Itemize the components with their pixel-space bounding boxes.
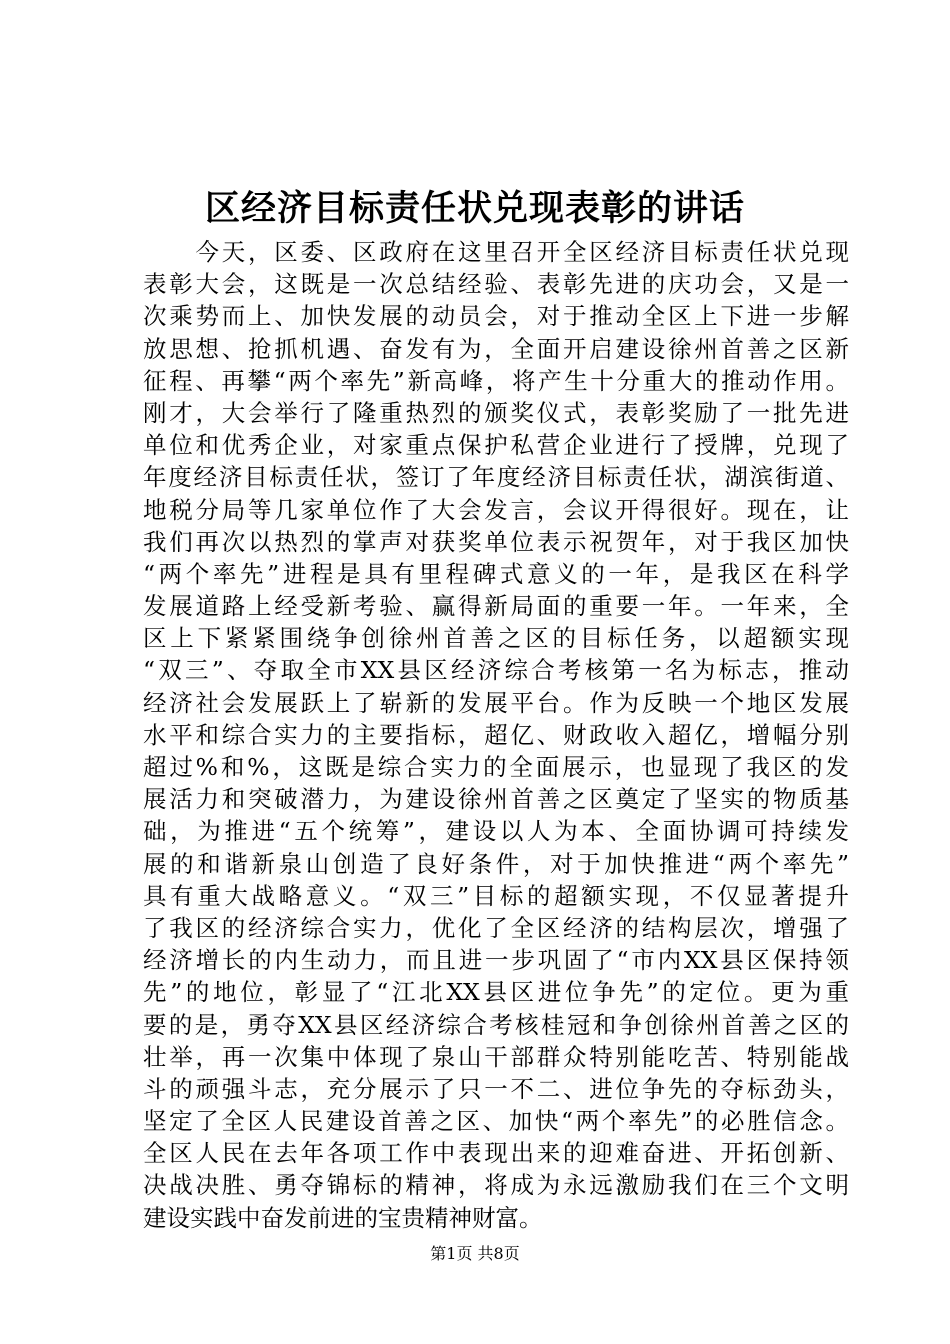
body-line: 础，为推进“五个统筹”，建设以人为本、全面协调可持续发 bbox=[143, 817, 849, 846]
body-line: 地税分局等几家单位作了大会发言，会议开得很好。现在，让 bbox=[143, 495, 849, 524]
body-line: 放思想、抢抓机遇、奋发有为，全面开启建设徐州首善之区新 bbox=[143, 334, 849, 363]
body-line: 了我区的经济综合实力，优化了全区经济的结构层次，增强了 bbox=[143, 913, 849, 942]
body-line: 我们再次以热烈的掌声对获奖单位表示祝贺年，对于我区加快 bbox=[143, 527, 849, 556]
body-line: 先”的地位，彰显了“江北XX县区进位争先”的定位。更为重 bbox=[143, 978, 849, 1007]
body-line: 今天，区委、区政府在这里召开全区经济目标责任状兑现 bbox=[143, 238, 849, 266]
body-line: 表彰大会，这既是一次总结经验、表彰先进的庆功会，又是一 bbox=[143, 270, 849, 299]
body-line: “两个率先”进程是具有里程碑式意义的一年，是我区在科学 bbox=[143, 559, 849, 588]
document-body bbox=[143, 236, 849, 1234]
body-line: 经济社会发展跃上了崭新的发展平台。作为反映一个地区发展 bbox=[143, 688, 849, 717]
body-line: 展的和谐新泉山创造了良好条件，对于加快推进“两个率先” bbox=[143, 849, 849, 878]
body-line: 具有重大战略意义。“双三”目标的超额实现，不仅显著提升 bbox=[143, 881, 849, 910]
body-line: 壮举，再一次集中体现了泉山干部群众特别能吃苦、特别能战 bbox=[143, 1042, 849, 1071]
document-title: 区经济目标责任状兑现表彰的讲话 bbox=[204, 188, 745, 229]
body-line: 经济增长的内生动力，而且进一步巩固了“市内XX县区保持领 bbox=[143, 946, 849, 975]
body-line: 区上下紧紧围绕争创徐州首善之区的目标任务，以超额实现 bbox=[143, 624, 849, 653]
body-line: 建设实践中奋发前进的宝贵精神财富。 bbox=[143, 1203, 543, 1232]
body-line: 坚定了全区人民建设首善之区、加快“两个率先”的必胜信念。 bbox=[143, 1107, 849, 1136]
body-line: 要的是，勇夺XX县区经济综合考核桂冠和争创徐州首善之区的 bbox=[143, 1010, 849, 1039]
body-line: 展活力和突破潜力，为建设徐州首善之区奠定了坚实的物质基 bbox=[143, 785, 849, 814]
body-line: 水平和综合实力的主要指标，超亿、财政收入超亿，增幅分别 bbox=[143, 720, 849, 749]
body-line: 斗的顽强斗志，充分展示了只一不二、进位争先的夺标劲头， bbox=[143, 1074, 849, 1103]
page-footer: 第1页 共8页 bbox=[430, 1244, 520, 1263]
body-line: 决战决胜、勇夺锦标的精神，将成为永远激励我们在三个文明 bbox=[143, 1171, 849, 1200]
body-line: 超过%和%，这既是综合实力的全面展示，也显现了我区的发 bbox=[143, 753, 849, 781]
body-line: 全区人民在去年各项工作中表现出来的迎难奋进、开拓创新、 bbox=[143, 1139, 849, 1168]
body-line: 刚才，大会举行了隆重热烈的颁奖仪式，表彰奖励了一批先进 bbox=[143, 398, 849, 427]
body-line: 单位和优秀企业，对家重点保护私营企业进行了授牌，兑现了 bbox=[143, 431, 849, 460]
body-line: 次乘势而上、加快发展的动员会，对于推动全区上下进一步解 bbox=[143, 302, 849, 331]
body-line: “双三”、夺取全市XX县区经济综合考核第一名为标志，推动 bbox=[143, 656, 849, 685]
body-line: 征程、再攀“两个率先”新高峰，将产生十分重大的推动作用。 bbox=[143, 366, 849, 395]
body-line: 年度经济目标责任状，签订了年度经济目标责任状，湖滨街道、 bbox=[143, 463, 849, 492]
body-line: 发展道路上经受新考验、赢得新局面的重要一年。一年来，全 bbox=[143, 592, 849, 621]
